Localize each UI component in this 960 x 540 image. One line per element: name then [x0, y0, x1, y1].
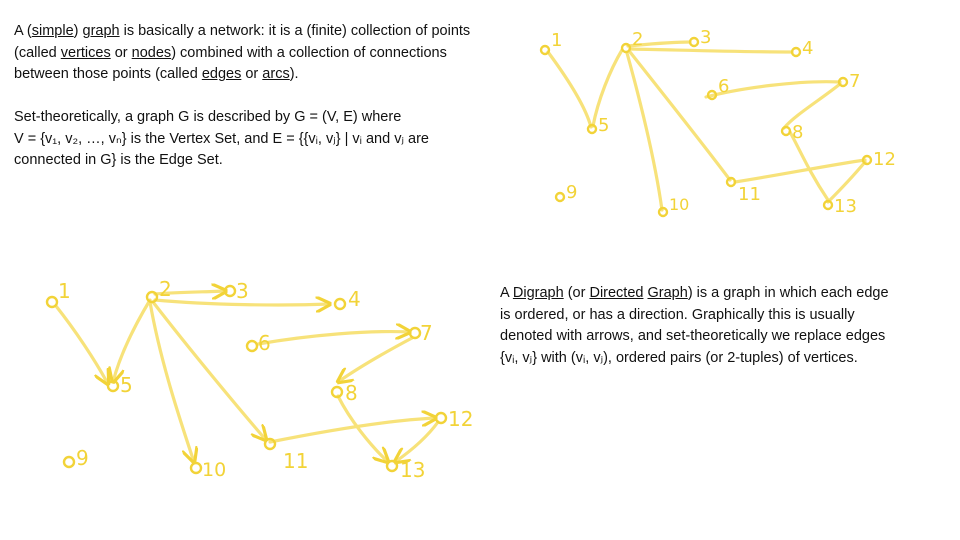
- dnode-9: [64, 457, 74, 467]
- node-13: [824, 201, 832, 209]
- label-10: 10: [669, 195, 690, 214]
- dlabel-1: 1: [58, 279, 71, 303]
- p1-text-1: A (: [14, 23, 32, 39]
- undirected-graph: [541, 27, 896, 217]
- dlabel-5: 5: [120, 373, 133, 397]
- label-11: 11: [738, 184, 761, 205]
- label-5: 5: [598, 115, 610, 136]
- dlabel-11: 11: [283, 449, 309, 473]
- dnode-2: [147, 292, 157, 302]
- p3-text-1: A: [500, 285, 513, 301]
- label-7: 7: [849, 71, 861, 92]
- label-6: 6: [718, 76, 730, 97]
- p2-line-3: connected in G} is the Edge Set.: [14, 152, 223, 168]
- dlabel-6: 6: [258, 331, 271, 355]
- term-edges: edges: [201, 66, 242, 82]
- edge-2-10: [627, 53, 662, 210]
- p1-text-5: ) combined with a collection of connections between those points (called: [14, 44, 447, 82]
- dlabel-3: 3: [236, 279, 249, 303]
- dnode-7: [410, 328, 420, 338]
- dlabel-4: 4: [348, 287, 361, 311]
- dlabel-2: 2: [159, 277, 172, 301]
- label-1: 1: [551, 30, 563, 51]
- p1-text-2: ): [73, 23, 83, 39]
- p1-text-6: or: [241, 66, 263, 82]
- node-9: [556, 193, 564, 201]
- arc-2-5: [113, 300, 150, 382]
- dlabel-10: 10: [202, 459, 227, 481]
- term-graph: graph: [82, 23, 120, 39]
- dlabel-7: 7: [420, 321, 433, 345]
- dnode-10: [191, 463, 201, 473]
- dnode-13: [387, 461, 397, 471]
- node-10: [659, 208, 667, 216]
- p2-line-2: V = {v₁, v₂, …, vₙ} is the Vertex Set, and E = {{vᵢ, vⱼ} | vᵢ and vⱼ are: [14, 130, 429, 147]
- dlabel-12: 12: [448, 407, 474, 431]
- p2-line-1: Set-theoretically, a graph G is described by G = (V, E) where: [14, 109, 402, 125]
- dnode-6: [247, 341, 257, 351]
- term-vertices: vertices: [60, 44, 111, 61]
- node-5: [588, 125, 596, 133]
- label-8: 8: [792, 122, 804, 143]
- node-1: [541, 46, 549, 54]
- directed-graph: [47, 277, 473, 482]
- directed-edges: [56, 291, 438, 462]
- p1-text-7: ).: [289, 66, 299, 82]
- label-13: 13: [834, 196, 857, 217]
- label-4: 4: [802, 38, 814, 59]
- p3-text-4: ) is a graph in which each edge is ordered, or has a direction. Graphically this is usually denoted with arrows, and set-theoretically we replace edges {vᵢ, vⱼ} with (vᵢ, vⱼ), ordered pairs (or 2-tuples) of vertices.: [500, 285, 889, 366]
- edge-11-12: [735, 160, 865, 182]
- arc-6-7: [258, 332, 410, 344]
- arc-7-8: [338, 338, 412, 382]
- edge-1-5: [548, 52, 591, 127]
- label-2: 2: [632, 29, 644, 50]
- arc-1-5: [56, 306, 108, 384]
- term-directed: Directed: [589, 285, 644, 301]
- dnode-4: [335, 299, 345, 309]
- undirected-labels: [551, 27, 896, 217]
- term-nodes: nodes: [131, 44, 172, 61]
- dlabel-13: 13: [400, 458, 426, 482]
- term-digraph: Digraph: [512, 285, 564, 301]
- label-12: 12: [873, 149, 896, 170]
- p3-text-2: (or: [563, 285, 590, 301]
- term-simple: simple: [31, 23, 74, 39]
- arc-2-11: [153, 302, 266, 440]
- p1-text-3: is basically a network: it is a (finite) collection of points (called: [14, 23, 471, 61]
- label-9: 9: [566, 182, 578, 203]
- dlabel-9: 9: [76, 446, 89, 470]
- term-graph-2: Graph: [647, 285, 688, 301]
- arc-12-13: [395, 422, 438, 462]
- p1-text-4: or: [110, 44, 132, 61]
- term-arcs: arcs: [262, 66, 290, 82]
- label-3: 3: [700, 27, 712, 48]
- dlabel-8: 8: [345, 381, 358, 405]
- dnode-1: [47, 297, 57, 307]
- edge-2-4: [630, 49, 792, 52]
